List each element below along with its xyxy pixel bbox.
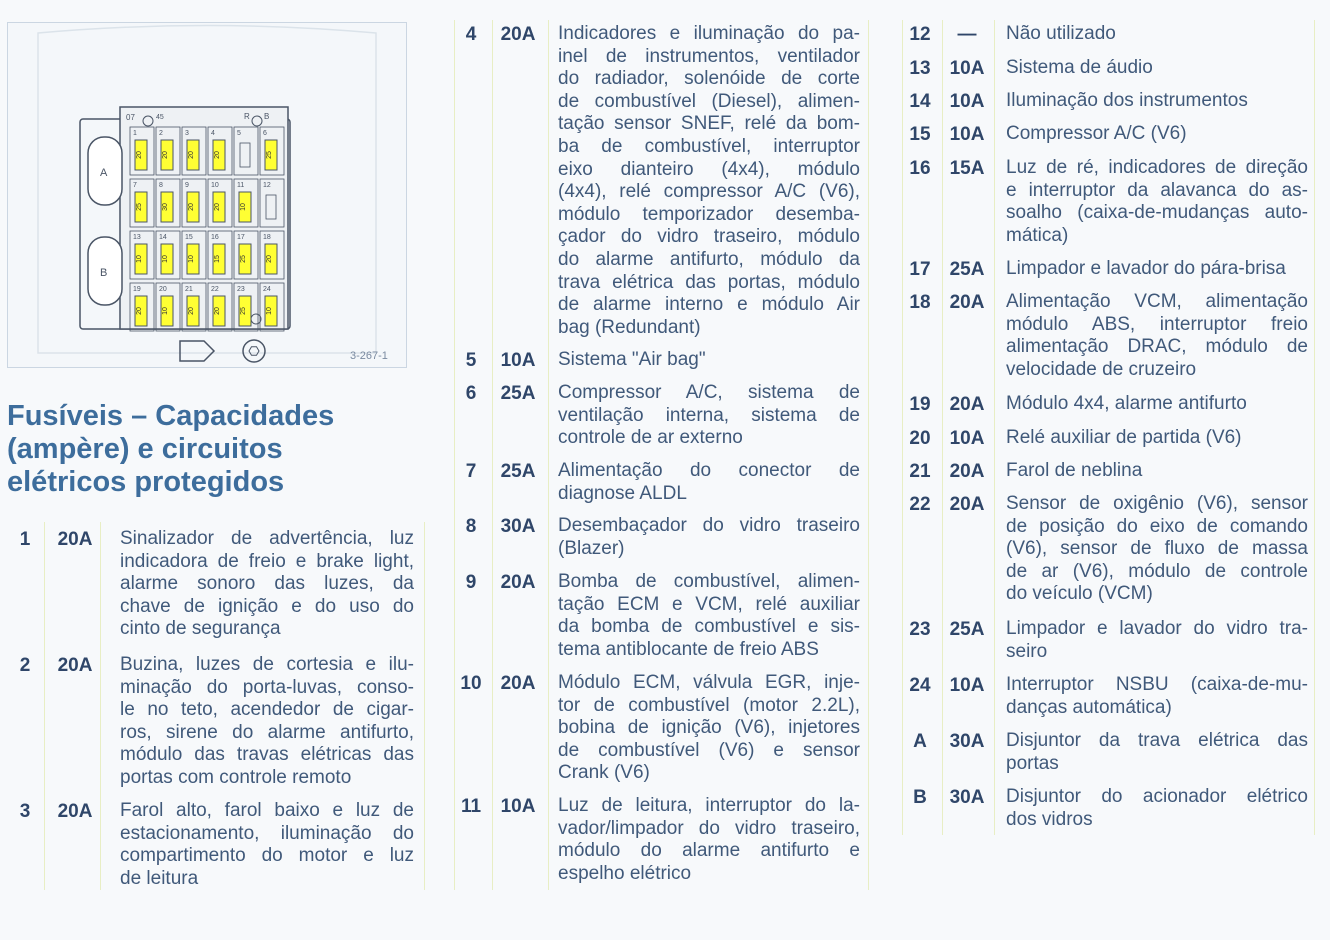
fuse-row (6, 654, 418, 790)
description-line: Sensor de oxigênio (V6), sensor (1006, 493, 1308, 514)
description-line: de ar (V6), módulo de controle (1006, 560, 1308, 582)
description-line: compartimento do motor e luz (120, 845, 414, 867)
fuse-amperage: 10A (949, 91, 985, 112)
description-line: velocidade de cruzeiro (1006, 358, 1197, 380)
description-line: Sistema "Air bag" (558, 349, 706, 370)
description-line: (Blazer) (558, 537, 625, 559)
fuse-rating: 10 (266, 307, 273, 315)
description-line: danças automática) (1006, 696, 1172, 718)
fuse-slot-number: 15 (185, 234, 193, 241)
fuse-slot-number: 2 (159, 130, 163, 137)
description-line: Indicadores e iluminação do pa- (558, 23, 860, 44)
fuse-description (546, 460, 864, 505)
fuse-slot-number: 13 (133, 234, 141, 241)
fuse-description (106, 528, 418, 641)
fuse-rating: 10 (136, 255, 143, 263)
fuse-number: 22 (909, 494, 931, 515)
side-label-a: A (100, 167, 108, 179)
description-line: trava elétrica das portas, módulo (558, 271, 860, 293)
fuse-description (994, 618, 1312, 663)
fuse-slot-number: 21 (185, 286, 193, 293)
fuse-box-diagram (7, 22, 407, 368)
description-line: Disjuntor do acionador elétrico (1006, 786, 1308, 807)
fuse-description (994, 460, 1312, 483)
fuse-description (106, 800, 418, 890)
description-line: alarme sonoro das luzes, da (120, 573, 414, 595)
rule-col3-d (1314, 20, 1315, 835)
rule-col2-d (868, 20, 869, 890)
fuse-rating: 30 (162, 203, 169, 211)
description-line: eixo dianteiro (4x4), módulo (558, 158, 860, 180)
fuse-amperage: 10A (949, 428, 985, 449)
fuse-description (546, 349, 864, 372)
description-line: de alarme interno e módulo Air (558, 294, 860, 316)
description-line: Bomba de combustível, alimen- (558, 571, 860, 592)
description-line: Farol de neblina (1006, 460, 1143, 481)
fuse-description (994, 291, 1312, 381)
fuse-slot-number: 8 (159, 182, 163, 189)
fuse-amperage: 20A (57, 529, 93, 550)
fuse-rating: 10 (240, 203, 247, 211)
description-line: tação ECM e VCM, relé auxiliar (558, 593, 860, 615)
description-line: le no teto, acendedor de cigar- (120, 699, 414, 721)
fuse-description (994, 730, 1312, 775)
description-line: de combustível (Diesel), alimen- (558, 90, 860, 112)
heading-line-1: Fusíveis – Capacidades (7, 400, 335, 432)
fuse-rating: 20 (214, 307, 221, 315)
description-line: Relé auxiliar de partida (V6) (1006, 427, 1242, 448)
fuse-number: 21 (909, 461, 931, 482)
fuse-slot-number: 3 (185, 130, 189, 137)
description-line: Buzina, luzes de cortesia e ilu- (120, 654, 414, 675)
description-line: çador do vidro traseiro, módulo (558, 226, 860, 248)
description-line: módulo temporizador desemba- (558, 203, 860, 225)
fuse-description (994, 427, 1312, 450)
fuse-number: 3 (19, 801, 31, 822)
fuse-slot-number: 12 (263, 182, 271, 189)
description-line: Interruptor NSBU (caixa-de-mu- (1006, 674, 1308, 695)
fuse-number: 5 (465, 350, 477, 371)
description-line: tema antiblocante de freio ABS (558, 638, 819, 660)
fuse-amperage: 30A (949, 731, 985, 752)
fuse-number: 6 (465, 383, 477, 404)
description-line: inel de instrumentos, ventilador (558, 45, 860, 67)
fuse-amperage: 20A (57, 801, 93, 822)
fuse-slot-number: 17 (237, 234, 245, 241)
fuse-rating: 20 (162, 151, 169, 159)
fuse-number: 4 (465, 24, 477, 45)
fuse-amperage: 25A (500, 383, 536, 404)
fuse-rating: 20 (136, 151, 143, 159)
fuse-rating: 25 (136, 203, 143, 211)
fuse-amperage: 10A (949, 124, 985, 145)
fuse-rating: 20 (188, 307, 195, 315)
description-line: tação sensor SNEF, relé da bom- (558, 113, 860, 135)
fuse-rating: 25 (240, 307, 247, 315)
description-line: Desembaçador do vidro traseiro (558, 515, 860, 536)
fuse-row (900, 427, 1312, 450)
fuse-rating: 10 (162, 307, 169, 315)
fuse-rating: 20 (266, 255, 273, 263)
fuse-description (546, 672, 864, 785)
description-line: portas com controle remoto (120, 766, 352, 788)
fuse-rating: 20 (136, 307, 143, 315)
fuse-row (900, 786, 1312, 831)
fuse-row (900, 90, 1312, 113)
description-line: Farol alto, farol baixo e luz de (120, 800, 414, 821)
fuse-slot-number: 24 (263, 286, 271, 293)
description-line: ventilação interna, sistema de (558, 404, 860, 426)
description-line: Compressor A/C (V6) (1006, 123, 1187, 144)
fuse-slot-number: 20 (159, 286, 167, 293)
fuse-rating: 10 (188, 255, 195, 263)
fuse-number: 2 (19, 655, 31, 676)
fuse-description (994, 786, 1312, 831)
fuse-slot-number: 11 (237, 182, 245, 189)
description-line: portas (1006, 752, 1059, 774)
fuse-slot-number: 4 (211, 130, 215, 137)
description-line: Módulo ECM, válvula EGR, inje- (558, 672, 860, 693)
fuse-slot-number: 7 (133, 182, 137, 189)
fuse-slot-number: 1 (133, 130, 137, 137)
fuse-number: 24 (909, 675, 931, 696)
top-label-b: B (264, 112, 270, 121)
fuse-row (452, 672, 864, 785)
fuse-amperage: 20A (500, 673, 536, 694)
description-line: cinto de segurança (120, 618, 281, 640)
heading-line-3: elétricos protegidos (7, 466, 285, 498)
fuse-number: 11 (460, 796, 482, 817)
description-line: Luz de leitura, interruptor do la- (558, 795, 860, 816)
fuse-description (546, 382, 864, 450)
description-line: (4x4), relé compressor A/C (V6), (558, 181, 860, 203)
fuse-number: 19 (909, 394, 931, 415)
description-line: Compressor A/C, sistema de (558, 382, 860, 403)
fuse-description (994, 674, 1312, 719)
fuse-amperage: 20A (57, 655, 93, 676)
fuse-description (994, 90, 1312, 113)
description-line: controle de ar externo (558, 427, 743, 449)
top-label-r: R (244, 112, 250, 121)
fuse-rating: 15 (214, 255, 221, 263)
description-line: da bomba de combustível e sis- (558, 616, 860, 638)
description-line: módulo ABS, interruptor freio (1006, 313, 1308, 335)
description-line: (V6), sensor de fluxo de massa (1006, 538, 1308, 560)
fuse-row (452, 349, 864, 372)
fuse-amperage: 20A (500, 572, 536, 593)
description-line: do alarme antifurto, módulo da (558, 248, 860, 270)
fuse-row (900, 730, 1312, 775)
figure-id: 3-267-1 (350, 350, 388, 362)
fuse-amperage: 30A (949, 787, 985, 808)
fuse-row (452, 571, 864, 661)
description-line: do veículo (VCM) (1006, 583, 1153, 605)
fuse-amperage: 20A (500, 24, 536, 45)
fuse-box-illustration (8, 23, 406, 367)
fuse-row (900, 618, 1312, 663)
fuse-row (900, 57, 1312, 80)
fuse-slot-number: 14 (159, 234, 167, 241)
rule-col1-c (424, 522, 425, 890)
fuse-rating: 25 (266, 151, 273, 159)
fuse-row (6, 800, 418, 890)
fuse-row (900, 674, 1312, 719)
fuse-number: 1 (19, 529, 31, 550)
fuse-slot-number: 6 (263, 130, 267, 137)
description-line: ros, sirene do alarme antifurto, (120, 721, 414, 743)
fuse-row (452, 515, 864, 560)
description-line: Não utilizado (1006, 23, 1116, 44)
fuse-row (900, 157, 1312, 247)
fuse-number: A (913, 731, 927, 752)
fuse-slot-number: 10 (211, 182, 219, 189)
fuse-amperage: 25A (949, 259, 985, 280)
page-heading (7, 400, 407, 499)
fuse-number: 20 (909, 428, 931, 449)
fuse-rating: 20 (214, 203, 221, 211)
fuse-row (452, 795, 864, 885)
fuse-number: 18 (909, 292, 931, 313)
fuse-row (6, 528, 418, 641)
description-line: módulo das travas elétricas das (120, 744, 414, 766)
fuse-amperage: 20A (949, 292, 985, 313)
fuse-row (452, 382, 864, 450)
description-line: Luz de ré, indicadores de direção (1006, 157, 1308, 178)
heading-line-2: (ampère) e circuitos (7, 433, 283, 465)
fuse-amperage: 10A (949, 58, 985, 79)
fuse-description (994, 123, 1312, 146)
fuse-slot-number: 22 (211, 286, 219, 293)
fuse-description (546, 23, 864, 339)
fuse-row (900, 460, 1312, 483)
fuse-description (106, 654, 418, 790)
fuse-slot-number: 18 (263, 234, 271, 241)
side-label-b: B (100, 267, 108, 279)
description-line: Módulo 4x4, alarme antifurto (1006, 393, 1247, 414)
fuse-number: B (913, 787, 927, 808)
fuse-rating: 25 (240, 255, 247, 263)
description-line: módulo do alarme antifurto e (558, 840, 860, 862)
description-line: Alimentação do conector de (558, 460, 860, 481)
description-line: de posição do eixo de comando (1006, 515, 1308, 537)
description-line: chave de ignição e do uso do (120, 595, 414, 617)
description-line: ba de combustível, interruptor (558, 135, 860, 157)
fuse-slot-number: 9 (185, 182, 189, 189)
fuse-description (994, 258, 1312, 281)
fuse-amperage: 25A (949, 619, 985, 640)
description-line: Alimentação VCM, alimentação (1006, 291, 1308, 312)
description-line: soalho (caixa-de-mudanças auto- (1006, 202, 1308, 224)
fuse-description (994, 493, 1312, 606)
fuse-description (994, 393, 1312, 416)
fuse-slot-number: 16 (211, 234, 219, 241)
fuse-rating: 20 (188, 203, 195, 211)
fuse-number: 13 (909, 58, 931, 79)
top-label-45: 45 (156, 114, 164, 121)
fuse-number: 12 (909, 24, 931, 45)
description-line: dos vidros (1006, 808, 1093, 830)
fuse-amperage: 10A (500, 350, 536, 371)
description-line: mática) (1006, 224, 1069, 246)
fuse-description (994, 57, 1312, 80)
fuse-number: 9 (465, 572, 477, 593)
fuse-row (900, 258, 1312, 281)
fuse-row (452, 460, 864, 505)
fuse-amperage: 30A (500, 516, 536, 537)
fuse-amperage: 15A (949, 158, 985, 179)
fuse-slot-number: 5 (237, 130, 241, 137)
fuse-number: 15 (909, 124, 931, 145)
fuse-slot-number: 23 (237, 286, 245, 293)
fuse-row (900, 393, 1312, 416)
fuse-number: 17 (909, 259, 931, 280)
fuse-amperage: 10A (949, 675, 985, 696)
description-line: de leitura (120, 867, 199, 889)
fuse-description (546, 571, 864, 661)
fuse-amperage: 20A (949, 494, 985, 515)
fuse-rating: 20 (214, 151, 221, 159)
description-line: de combustível (V6) e sensor (558, 739, 860, 761)
description-line: minação do porta-luvas, conso- (120, 676, 414, 698)
description-line: do radiador, solenóide de corte (558, 68, 860, 90)
fuse-row (900, 23, 1312, 46)
description-line: Disjuntor da trava elétrica das (1006, 730, 1308, 751)
fuse-row (452, 23, 864, 339)
description-line: Crank (V6) (558, 762, 650, 784)
fuse-rating: 10 (162, 255, 169, 263)
description-line: seiro (1006, 640, 1048, 662)
fuse-row (900, 123, 1312, 146)
description-line: diagnose ALDL (558, 482, 687, 504)
fuse-number: 16 (909, 158, 931, 179)
description-line: bag (Redundant) (558, 316, 701, 338)
description-line: indicadora de freio e brake light, (120, 550, 414, 572)
description-line: e interruptor da alavanca do as- (1006, 179, 1308, 201)
description-line: bobina de ignição (V6), injetores (558, 717, 860, 739)
description-line: Sistema de áudio (1006, 57, 1153, 78)
fuse-description (546, 795, 864, 885)
description-line: Limpador e lavador do pára-brisa (1006, 258, 1286, 279)
fuse-amperage: 10A (500, 796, 536, 817)
fuse-row (900, 493, 1312, 606)
fuse-description (994, 23, 1312, 46)
fuse-amperage: 25A (500, 461, 536, 482)
fuse-number: 10 (460, 673, 482, 694)
fuse-amperage: 20A (949, 461, 985, 482)
top-label-07: 07 (126, 113, 135, 122)
description-line: vador/limpador do vidro traseiro, (558, 817, 860, 839)
fuse-description (994, 157, 1312, 247)
fuse-slot-number: 19 (133, 286, 141, 293)
fuse-amperage: 20A (949, 394, 985, 415)
description-line: Iluminação dos instrumentos (1006, 90, 1248, 111)
description-line: Limpador e lavador do vidro tra- (1006, 618, 1308, 639)
description-line: espelho elétrico (558, 862, 692, 884)
description-line: estacionamento, iluminação do (120, 822, 414, 844)
fuse-description (546, 515, 864, 560)
fuse-row (900, 291, 1312, 381)
fuse-amperage: — (957, 24, 977, 45)
fuse-number: 7 (465, 461, 477, 482)
description-line: Sinalizador de advertência, luz (120, 528, 414, 549)
description-line: tor de combustível (motor 2.2L), (558, 694, 860, 716)
fuse-number: 23 (909, 619, 931, 640)
fuse-rating: 20 (188, 151, 195, 159)
description-line: alimentação DRAC, módulo de (1006, 336, 1308, 358)
fuse-number: 14 (909, 91, 931, 112)
fuse-number: 8 (465, 516, 477, 537)
